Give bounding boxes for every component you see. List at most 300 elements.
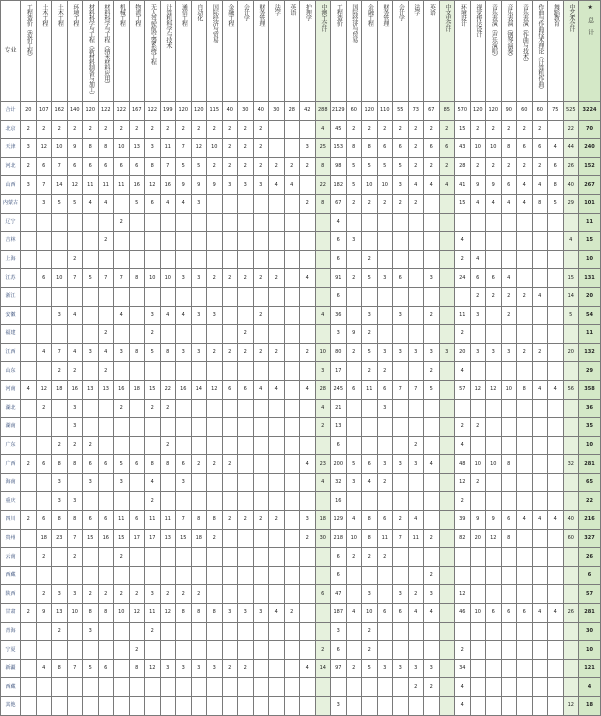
quota-cell: 2	[83, 585, 99, 604]
quota-cell: 6	[439, 139, 455, 158]
major-name: 作曲与作曲技术理论（计算机作曲）	[536, 4, 544, 92]
quota-cell: 8	[207, 604, 223, 623]
quota-cell	[563, 548, 579, 567]
quota-cell: 67	[424, 102, 440, 121]
quota-cell	[377, 641, 393, 660]
quota-cell: 2	[346, 194, 362, 213]
quota-cell: 2	[98, 120, 114, 139]
quota-cell	[393, 418, 409, 437]
quota-cell: 98	[331, 157, 347, 176]
quota-cell: 8	[129, 269, 145, 288]
quota-cell: 26	[563, 157, 579, 176]
quota-cell: 18	[129, 380, 145, 399]
quota-cell: 45	[331, 120, 347, 139]
quota-cell	[207, 697, 223, 716]
quota-cell	[253, 362, 269, 381]
quota-cell	[439, 473, 455, 492]
quota-cell	[439, 641, 455, 660]
province-label: 新疆	[1, 659, 21, 678]
quota-cell	[253, 473, 269, 492]
quota-cell	[486, 641, 502, 660]
quota-cell	[424, 399, 440, 418]
quota-cell: 3	[424, 659, 440, 678]
province-row	[1, 566, 601, 585]
quota-cell: 11	[160, 511, 176, 530]
quota-cell: 20	[21, 102, 37, 121]
quota-cell	[315, 269, 331, 288]
quota-cell	[377, 232, 393, 251]
major-header-cell	[362, 1, 378, 102]
quota-cell	[424, 213, 440, 232]
quota-cell	[129, 473, 145, 492]
quota-cell	[52, 641, 68, 660]
quota-cell	[207, 232, 223, 251]
quota-cell: 5	[145, 343, 161, 362]
province-row	[1, 492, 601, 511]
quota-cell	[21, 641, 37, 660]
quota-cell: 2	[98, 325, 114, 344]
quota-cell: 8	[207, 511, 223, 530]
quota-cell	[455, 287, 471, 306]
quota-cell	[145, 697, 161, 716]
quota-cell: 6	[145, 194, 161, 213]
quota-cell: 3	[83, 343, 99, 362]
grand-total-cell: 18	[579, 697, 601, 716]
quota-cell: 42	[300, 102, 316, 121]
major-header-cell	[114, 1, 130, 102]
quota-cell	[362, 399, 378, 418]
quota-cell: 2	[238, 511, 254, 530]
quota-cell: 3	[408, 659, 424, 678]
quota-cell	[486, 436, 502, 455]
quota-cell: 2	[145, 120, 161, 139]
quota-cell: 2	[36, 585, 52, 604]
quota-cell	[21, 269, 37, 288]
province-row	[1, 325, 601, 344]
quota-cell: 2	[129, 585, 145, 604]
quota-cell	[470, 585, 486, 604]
quota-cell: 6	[501, 176, 517, 195]
quota-cell	[346, 678, 362, 697]
major-name: 计算机科学与技术	[164, 4, 172, 48]
major-header-cell	[517, 1, 533, 102]
quota-cell: 2	[222, 511, 238, 530]
quota-cell	[176, 287, 192, 306]
quota-cell: 12	[36, 139, 52, 158]
quota-cell	[300, 418, 316, 437]
quota-cell: 3	[238, 176, 254, 195]
quota-cell: 8	[362, 529, 378, 548]
province-row	[1, 362, 601, 381]
quota-cell: 245	[331, 380, 347, 399]
quota-cell	[284, 455, 300, 474]
quota-cell: 4	[408, 511, 424, 530]
quota-cell: 2	[21, 455, 37, 474]
quota-cell: 120	[470, 102, 486, 121]
quota-cell: 2	[470, 418, 486, 437]
quota-cell: 2	[501, 157, 517, 176]
quota-cell	[269, 585, 285, 604]
quota-cell	[36, 232, 52, 251]
quota-cell: 4	[455, 697, 471, 716]
quota-cell	[517, 213, 533, 232]
province-label: 上海	[1, 250, 21, 269]
province-label: 内蒙古	[1, 194, 21, 213]
quota-cell: 2	[532, 157, 548, 176]
quota-cell: 4	[455, 436, 471, 455]
quota-cell: 2	[377, 473, 393, 492]
province-label: 天津	[1, 139, 21, 158]
quota-cell	[98, 399, 114, 418]
quota-cell: 2	[517, 287, 533, 306]
quota-cell	[284, 120, 300, 139]
quota-cell: 2	[455, 325, 471, 344]
quota-cell	[176, 362, 192, 381]
quota-cell	[269, 641, 285, 660]
quota-cell: 3	[300, 139, 316, 158]
quota-cell	[67, 678, 83, 697]
quota-cell	[269, 659, 285, 678]
quota-cell: 3	[145, 306, 161, 325]
quota-cell: 4	[517, 176, 533, 195]
major-name: 工程造价（造价工程）	[25, 4, 33, 59]
quota-cell: 22	[315, 176, 331, 195]
quota-cell	[439, 306, 455, 325]
quota-cell: 3	[362, 585, 378, 604]
quota-cell	[517, 362, 533, 381]
quota-cell: 2	[52, 362, 68, 381]
grand-total-cell: 35	[579, 418, 601, 437]
quota-cell	[253, 213, 269, 232]
quota-cell: 3	[470, 343, 486, 362]
quota-cell	[253, 232, 269, 251]
quota-cell: 3	[21, 176, 37, 195]
quota-cell: 7	[114, 269, 130, 288]
quota-cell: 6	[548, 157, 564, 176]
quota-cell: 2	[191, 120, 207, 139]
quota-cell: 6	[517, 604, 533, 623]
quota-cell: 153	[331, 139, 347, 158]
quota-cell	[176, 697, 192, 716]
quota-cell: 2	[424, 362, 440, 381]
quota-cell: 2	[67, 120, 83, 139]
quota-cell	[52, 213, 68, 232]
quota-cell	[129, 418, 145, 437]
province-label: 贵州	[1, 529, 21, 548]
quota-cell	[284, 194, 300, 213]
quota-cell	[517, 418, 533, 437]
quota-cell	[548, 269, 564, 288]
grand-total-cell: 267	[579, 176, 601, 195]
quota-cell: 3	[377, 659, 393, 678]
major-header-cell	[98, 1, 114, 102]
quota-cell	[346, 362, 362, 381]
quota-cell	[315, 548, 331, 567]
quota-cell: 2	[129, 120, 145, 139]
quota-cell	[548, 325, 564, 344]
quota-cell: 2	[284, 604, 300, 623]
quota-cell	[269, 678, 285, 697]
quota-cell: 56	[563, 380, 579, 399]
quota-cell: 4	[269, 604, 285, 623]
quota-cell	[98, 436, 114, 455]
quota-cell	[160, 492, 176, 511]
quota-cell	[532, 548, 548, 567]
quota-cell	[563, 566, 579, 585]
major-name: 工程造价	[335, 4, 343, 26]
quota-cell	[346, 418, 362, 437]
quota-cell	[300, 585, 316, 604]
quota-cell: 8	[346, 139, 362, 158]
province-row	[1, 380, 601, 399]
quota-cell	[501, 325, 517, 344]
quota-cell: 5	[176, 157, 192, 176]
quota-cell	[67, 287, 83, 306]
quota-cell: 2	[362, 622, 378, 641]
quota-cell	[222, 678, 238, 697]
quota-cell	[253, 418, 269, 437]
quota-cell	[300, 492, 316, 511]
quota-cell	[501, 492, 517, 511]
quota-cell	[470, 492, 486, 511]
quota-cell	[253, 436, 269, 455]
quota-cell	[315, 250, 331, 269]
quota-cell: 14	[191, 380, 207, 399]
quota-cell: 3	[362, 306, 378, 325]
quota-cell	[548, 492, 564, 511]
quota-cell	[486, 399, 502, 418]
quota-cell	[145, 641, 161, 660]
quota-cell	[238, 473, 254, 492]
quota-cell	[439, 492, 455, 511]
quota-cell	[129, 697, 145, 716]
quota-cell: 15	[176, 529, 192, 548]
major-header-cell	[253, 1, 269, 102]
quota-cell: 12	[145, 659, 161, 678]
quota-cell: 6	[331, 287, 347, 306]
quota-cell: 2	[52, 436, 68, 455]
quota-cell	[424, 473, 440, 492]
quota-cell	[532, 492, 548, 511]
quota-cell: 2	[470, 157, 486, 176]
quota-cell: 12	[455, 585, 471, 604]
quota-cell: 2	[408, 585, 424, 604]
quota-cell	[532, 697, 548, 716]
quota-cell: 25	[315, 139, 331, 158]
quota-cell	[36, 418, 52, 437]
quota-cell: 288	[315, 102, 331, 121]
province-label: 湖北	[1, 399, 21, 418]
quota-cell: 10	[52, 139, 68, 158]
quota-cell: 4	[517, 194, 533, 213]
major-name: 法学	[273, 4, 281, 15]
major-name: 物流工程	[133, 4, 141, 26]
quota-cell	[532, 362, 548, 381]
quota-cell	[532, 306, 548, 325]
major-name: 金融工程	[366, 4, 374, 26]
quota-cell	[222, 697, 238, 716]
grand-total-cell: 216	[579, 511, 601, 530]
quota-cell	[114, 325, 130, 344]
quota-cell: 85	[439, 102, 455, 121]
quota-cell	[222, 250, 238, 269]
quota-cell: 2	[269, 269, 285, 288]
quota-cell: 6	[501, 604, 517, 623]
quota-cell	[408, 641, 424, 660]
quota-cell	[362, 213, 378, 232]
quota-cell: 2	[253, 511, 269, 530]
quota-cell	[346, 585, 362, 604]
quota-cell	[222, 641, 238, 660]
province-label: 合计	[1, 102, 21, 121]
quota-cell	[486, 418, 502, 437]
quota-cell: 2	[36, 120, 52, 139]
quota-cell: 3	[145, 585, 161, 604]
quota-cell	[470, 697, 486, 716]
quota-cell	[83, 548, 99, 567]
quota-cell: 2	[67, 362, 83, 381]
quota-cell	[439, 511, 455, 530]
quota-cell	[207, 473, 223, 492]
quota-cell	[160, 641, 176, 660]
quota-cell	[393, 492, 409, 511]
quota-cell: 2	[253, 157, 269, 176]
quota-cell	[222, 436, 238, 455]
quota-cell: 18	[36, 529, 52, 548]
quota-cell	[548, 566, 564, 585]
quota-cell: 2	[408, 157, 424, 176]
quota-cell	[207, 622, 223, 641]
quota-cell	[439, 232, 455, 251]
quota-cell	[21, 399, 37, 418]
quota-cell	[315, 678, 331, 697]
major-header-cell	[563, 1, 579, 102]
quota-cell	[114, 232, 130, 251]
quota-cell	[284, 548, 300, 567]
quota-cell	[362, 232, 378, 251]
quota-cell	[315, 622, 331, 641]
province-row	[1, 659, 601, 678]
quota-cell	[52, 566, 68, 585]
major-header-cell	[160, 1, 176, 102]
quota-cell: 6	[377, 139, 393, 158]
quota-cell	[517, 622, 533, 641]
major-header-cell	[222, 1, 238, 102]
quota-cell	[408, 325, 424, 344]
quota-cell: 2	[300, 157, 316, 176]
total-row	[1, 102, 601, 121]
quota-cell	[486, 548, 502, 567]
quota-cell: 5	[346, 455, 362, 474]
quota-cell: 8	[315, 194, 331, 213]
quota-cell	[269, 213, 285, 232]
quota-cell	[532, 250, 548, 269]
quota-cell	[98, 306, 114, 325]
quota-cell	[114, 697, 130, 716]
major-header-cell	[424, 1, 440, 102]
province-label: 广东	[1, 436, 21, 455]
quota-cell	[408, 269, 424, 288]
quota-cell: 4	[486, 194, 502, 213]
quota-cell	[532, 418, 548, 437]
quota-cell	[300, 566, 316, 585]
quota-cell	[362, 418, 378, 437]
major-header-cell	[176, 1, 192, 102]
quota-cell	[269, 325, 285, 344]
quota-cell: 4	[145, 473, 161, 492]
quota-cell	[160, 362, 176, 381]
quota-cell	[424, 325, 440, 344]
quota-cell	[21, 306, 37, 325]
grand-total-cell: 10	[579, 641, 601, 660]
quota-cell	[191, 232, 207, 251]
quota-cell: 29	[563, 194, 579, 213]
quota-cell: 4	[36, 343, 52, 362]
quota-cell: 2	[98, 362, 114, 381]
quota-cell	[207, 287, 223, 306]
quota-cell: 2	[362, 362, 378, 381]
quota-cell	[424, 287, 440, 306]
quota-cell: 57	[455, 380, 471, 399]
quota-cell	[501, 566, 517, 585]
province-label: 陕西	[1, 585, 21, 604]
province-row	[1, 176, 601, 195]
quota-cell	[300, 473, 316, 492]
quota-cell: 6	[331, 548, 347, 567]
quota-cell: 2	[114, 120, 130, 139]
major-name: 护理学	[304, 4, 312, 21]
major-name: 财务管理	[381, 4, 389, 26]
grand-total-cell: 240	[579, 139, 601, 158]
quota-cell: 2	[408, 436, 424, 455]
province-label: 福建	[1, 325, 21, 344]
quota-cell	[548, 232, 564, 251]
quota-cell: 2	[501, 287, 517, 306]
quota-cell: 2	[362, 250, 378, 269]
quota-cell: 2	[160, 399, 176, 418]
quota-cell	[269, 473, 285, 492]
quota-cell	[21, 213, 37, 232]
quota-cell: 20	[470, 529, 486, 548]
quota-cell	[377, 678, 393, 697]
quota-cell	[377, 306, 393, 325]
quota-cell	[207, 399, 223, 418]
quota-cell: 10	[501, 380, 517, 399]
quota-cell: 4	[408, 604, 424, 623]
quota-cell: 9	[207, 176, 223, 195]
quota-cell: 3	[67, 492, 83, 511]
quota-cell	[253, 194, 269, 213]
quota-cell	[470, 213, 486, 232]
quota-cell	[176, 436, 192, 455]
quota-cell: 3	[346, 473, 362, 492]
province-label: 江西	[1, 343, 21, 362]
quota-cell: 3	[52, 306, 68, 325]
quota-cell: 6	[486, 269, 502, 288]
quota-cell: 4	[346, 604, 362, 623]
quota-cell	[346, 622, 362, 641]
quota-cell: 3	[222, 604, 238, 623]
quota-cell	[129, 436, 145, 455]
quota-cell	[207, 418, 223, 437]
quota-cell: 5	[548, 194, 564, 213]
quota-cell: 34	[455, 659, 471, 678]
quota-cell: 12	[191, 139, 207, 158]
quota-cell: 2	[269, 511, 285, 530]
grand-total-cell: 10	[579, 436, 601, 455]
quota-cell: 67	[331, 194, 347, 213]
quota-cell: 23	[315, 455, 331, 474]
